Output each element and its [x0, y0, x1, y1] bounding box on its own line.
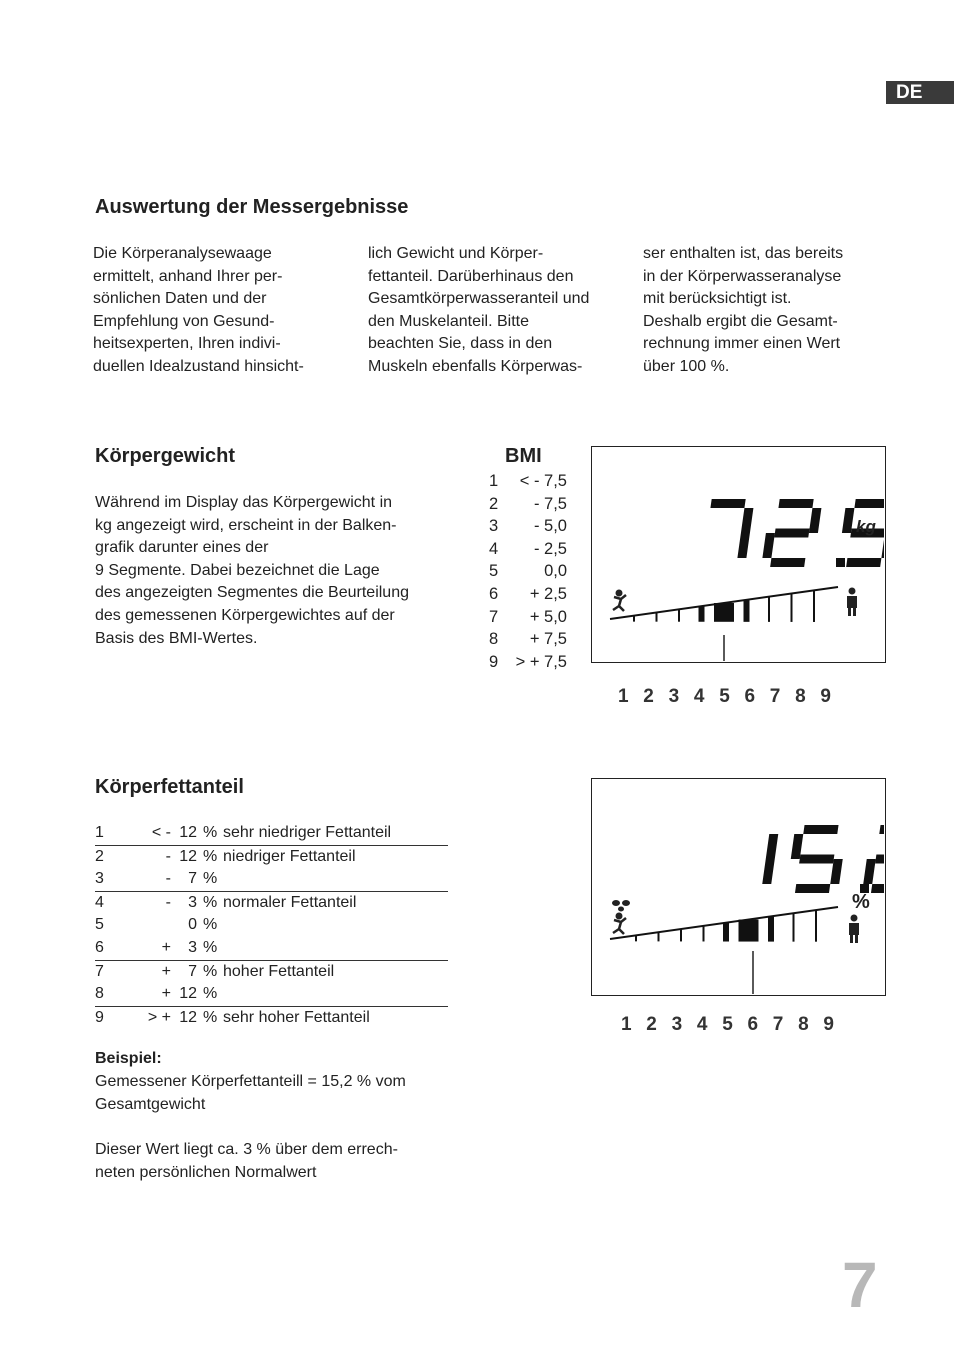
segment-bar [723, 923, 729, 942]
fat-row-description [223, 983, 448, 1006]
lcd-segment [795, 884, 830, 893]
segment-bar [633, 616, 635, 622]
bmi-row-value: 0,0 [544, 562, 567, 581]
bmi-row-value: + 5,0 [529, 607, 567, 626]
scale-number: 7 [772, 1014, 784, 1035]
fat-row-value: 12 [171, 983, 203, 1006]
lcd-segment [770, 558, 805, 567]
bmi-title: BMI [505, 445, 542, 467]
lcd-segment [762, 533, 775, 558]
lcd-segment [762, 859, 775, 884]
weight-text: Während im Display das Körpergewicht in kg angezeigt wird, erscheint in der Balken- grafik darunter eines der 9 Segmente. Dabei bezeichnet die Lage des angezeigten Segmentes die Beurteilung des gemessenen Körpergewichtes auf der Basis des BMI-Wertes. [95, 494, 409, 647]
bmi-row-value: - 7,5 [533, 494, 567, 513]
fat-row-number: 3 [95, 868, 131, 891]
fat-row-value: 0 [188, 916, 197, 934]
fat-row-value: 7 [171, 868, 203, 891]
fat-row-number: 6 [95, 937, 131, 960]
bmi-row-value: > + 7,5 [515, 652, 567, 671]
fat-row-number: 1 [95, 822, 131, 845]
fat-lcd-digits [762, 825, 884, 893]
fat-row-sign: - [165, 893, 171, 911]
intro-column-2: lich Gewicht und Körper- fettanteil. Darüberhinaus den Gesamtkörperwasseranteil und den Muskelanteil. Bitte beachten Sie, dass in den Muskeln ebenfalls Körperwas- [368, 245, 590, 375]
bmi-row [489, 470, 567, 493]
fat-row-percent: % [203, 893, 218, 911]
section-title-evaluation: Auswertung der Messergebnisse [95, 196, 409, 218]
scale-number: 9 [820, 686, 831, 707]
bmi-row [489, 538, 567, 561]
bmi-row-value: + 2,5 [529, 584, 567, 603]
fat-segment-bars [610, 907, 838, 942]
intro-column-3: ser enthalten ist, das bereits in der Körperwasseranalyse mit berücksichtigt ist. Deshalb ergibt die Gesamt- rechnung immer einen Wert über 100 %. [643, 245, 844, 375]
fat-row-value: 3 [171, 937, 203, 960]
fat-unit: % [852, 891, 870, 913]
lcd-segment [846, 558, 881, 567]
fat-row-number: 2 [95, 847, 104, 865]
segment-bar [791, 594, 793, 622]
bmi-row-number: 5 [489, 562, 499, 581]
fat-row-number: 9 [95, 1008, 104, 1026]
running-figure-icon [613, 590, 626, 612]
segment-bar [768, 597, 770, 622]
bmi-row-number: 1 [489, 472, 499, 490]
fat-droplets-icon [612, 900, 630, 912]
weight-lcd-graphic [592, 447, 884, 661]
standing-figure-icon [849, 915, 859, 944]
bmi-row [489, 493, 567, 516]
segment-bar [815, 910, 817, 942]
bmi-row-value: - 5,0 [533, 517, 567, 536]
lcd-segment [799, 855, 834, 864]
bmi-row [489, 515, 567, 538]
bmi-row-number: 2 [489, 494, 499, 513]
standing-figure-icon [847, 588, 857, 617]
intro-column-1: Die Körperanalysewaage ermittelt, anhand Ihrer per- sönlichen Daten und der Empfehlung von Gesund- heitsexperten, Ihren indivi- duellen Idealzustand hinsicht- [93, 245, 304, 375]
fat-row-value: 3 [188, 893, 197, 911]
weight-scale-numbers [618, 686, 846, 708]
fat-row-percent: % [203, 962, 218, 980]
fat-lcd-graphic [592, 779, 884, 994]
scale-number: 3 [668, 686, 680, 707]
segment-bar [678, 609, 680, 621]
segment-bar [768, 916, 774, 941]
lcd-segment [863, 859, 876, 884]
fat-row-description: sehr niedriger Fettanteil [223, 822, 448, 845]
scale-number: 8 [795, 686, 806, 707]
bmi-row-number: 7 [489, 607, 499, 626]
segment-bar [658, 932, 660, 941]
lcd-segment [741, 508, 754, 533]
bmi-row [489, 651, 567, 674]
language-tab: DE [886, 81, 954, 104]
fat-table-row [95, 983, 448, 1006]
section-title-fat: Körperfettanteil [95, 776, 244, 798]
fat-row-sign [131, 914, 171, 937]
bmi-row [489, 560, 567, 583]
scale-number: 5 [719, 686, 730, 707]
lcd-segment [778, 499, 813, 508]
lcd-segment [809, 508, 822, 533]
scale-number: 6 [747, 1014, 759, 1035]
fat-row-percent: % [203, 847, 218, 865]
fat-row-number: 8 [95, 983, 131, 1006]
fat-row-sign: > + [147, 1008, 171, 1026]
fat-row-sign: - [131, 868, 171, 891]
fat-row-description: hoher Fettanteil [223, 962, 335, 980]
page-number: 7 [842, 1249, 878, 1321]
segment-bar [793, 913, 795, 941]
fat-row-percent: % [203, 916, 218, 934]
fat-table-row [95, 960, 448, 983]
scale-number: 3 [671, 1014, 683, 1035]
active-segment [714, 603, 734, 622]
fat-row-description: niedriger Fettanteil [223, 847, 356, 865]
scale-number: 4 [693, 686, 705, 707]
bmi-row-number: 6 [489, 584, 499, 603]
fat-row-sign: - [165, 847, 171, 865]
scale-number: 1 [621, 1014, 632, 1035]
fat-row-number: 4 [95, 893, 104, 911]
running-figure-icon [613, 913, 626, 935]
segment-bar [656, 612, 658, 621]
fat-row-value: 12 [179, 847, 197, 865]
scale-number: 9 [823, 1014, 834, 1035]
fat-row-percent: % [203, 1008, 218, 1026]
lcd-segment [854, 499, 884, 508]
lcd-segment [737, 533, 750, 558]
bmi-row-number: 4 [489, 539, 499, 558]
lcd-segment [875, 855, 884, 864]
fat-table-row [95, 937, 448, 960]
section-title-weight: Körpergewicht [95, 445, 236, 467]
fat-row-value: 7 [188, 962, 197, 980]
fat-table-row [95, 845, 448, 868]
scale-number: 8 [798, 1014, 809, 1035]
bmi-row-number: 9 [489, 652, 499, 671]
weight-segment-bars [610, 587, 838, 622]
lcd-segment [879, 825, 884, 834]
bmi-row-number: 3 [489, 517, 499, 536]
scale-number: 4 [696, 1014, 708, 1035]
fat-table-row [95, 822, 448, 845]
fat-row-sign: + [131, 983, 171, 1006]
fat-row-description [223, 914, 448, 937]
bmi-row [489, 606, 567, 629]
bmi-row-value: < - 7,5 [519, 472, 567, 490]
segment-bar [699, 606, 705, 622]
fat-row-sign: < - [131, 822, 171, 845]
fat-row-percent: % [203, 822, 223, 845]
bmi-row-number: 8 [489, 630, 499, 649]
fat-table [95, 822, 448, 1029]
lcd-segment [803, 825, 838, 834]
lcd-segment [774, 529, 809, 538]
lcd-decimal-point [836, 558, 845, 567]
scale-number: 2 [646, 1014, 657, 1035]
bmi-row-value: - 2,5 [533, 539, 567, 558]
scale-number: 5 [722, 1014, 733, 1035]
fat-row-description: normaler Fettanteil [223, 893, 357, 911]
fat-row-description [223, 937, 448, 960]
fat-table-row [95, 1006, 448, 1029]
fat-scale-numbers [621, 1014, 849, 1036]
segment-bar [813, 590, 815, 622]
lcd-segment [766, 834, 779, 859]
fat-row-number: 7 [95, 962, 104, 980]
segment-bar [744, 600, 750, 622]
fat-row-value: 12 [171, 822, 203, 845]
scale-number: 6 [744, 686, 756, 707]
fat-row-description [223, 868, 448, 891]
segment-bar [680, 929, 682, 941]
bmi-row-value: + 7,5 [529, 630, 567, 649]
bmi-row [489, 628, 567, 651]
fat-row-percent: % [203, 868, 223, 891]
fat-table-row [95, 868, 448, 891]
fat-row-description: sehr hoher Fettanteil [223, 1008, 370, 1026]
scale-number: 2 [643, 686, 654, 707]
fat-row-percent: % [203, 983, 223, 1006]
fat-row-number: 5 [95, 916, 104, 934]
bmi-row [489, 583, 567, 606]
fat-row-sign: + [131, 937, 171, 960]
lcd-segment [871, 884, 884, 893]
weight-unit: kg [856, 517, 876, 536]
example-text-2: Dieser Wert liegt ca. 3 % über dem errech- neten persönlichen Normalwert [95, 1141, 398, 1181]
example-label: Beispiel: [95, 1050, 162, 1067]
scale-number: 1 [618, 686, 629, 707]
fat-table-row [95, 891, 448, 914]
active-segment [739, 920, 759, 942]
segment-bar [703, 926, 705, 942]
segment-bar [635, 935, 637, 941]
fat-lcd-display [591, 778, 886, 996]
weight-lcd-display [591, 446, 886, 663]
bmi-table [489, 470, 567, 673]
fat-table-row [95, 914, 448, 937]
fat-row-percent: % [203, 937, 223, 960]
scale-number: 7 [769, 686, 781, 707]
fat-row-value: 12 [179, 1008, 197, 1026]
fat-row-sign: + [161, 962, 171, 980]
example-text: Gemessener Körperfettanteill = 15,2 % vom Gesamtgewicht [95, 1073, 406, 1113]
lcd-segment [710, 499, 745, 508]
